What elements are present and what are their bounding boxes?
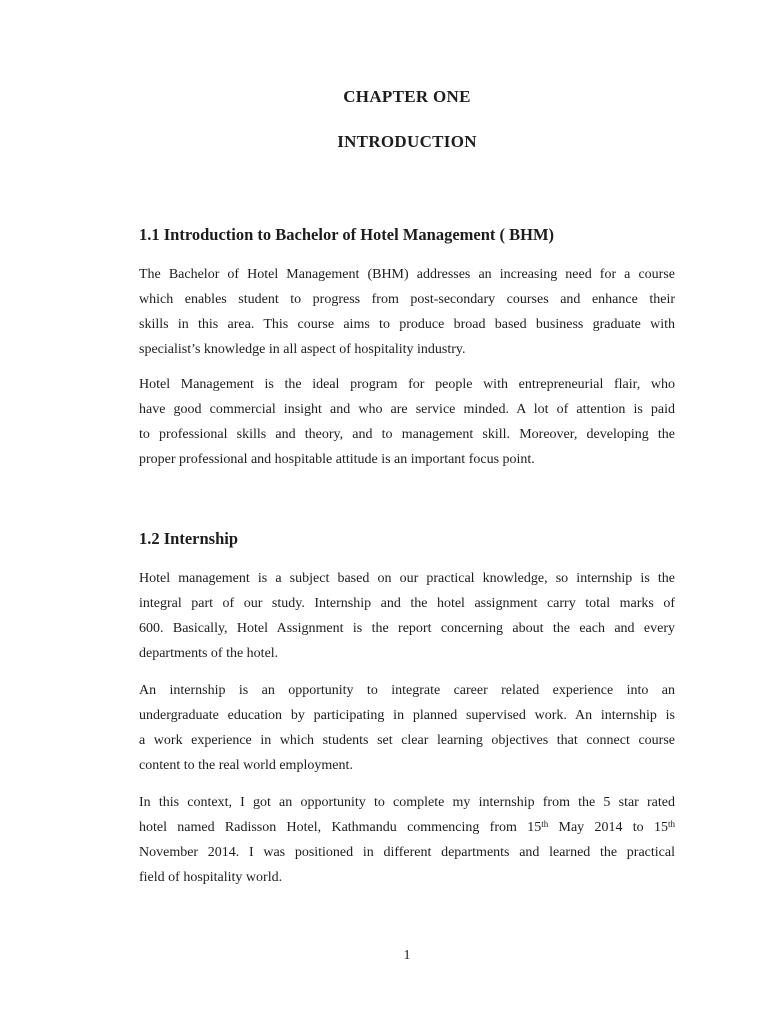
- paragraph-line: An internship is an opportunity to integrate career related experience into an: [139, 683, 675, 698]
- paragraph-line: hotel named Radisson Hotel, Kathmandu commencing from 15th May 2014 to 15th: [139, 819, 675, 835]
- paragraph-radisson-context: [139, 790, 675, 890]
- paragraph-internship-subject: [139, 566, 675, 666]
- chapter-subtitle: INTRODUCTION: [337, 132, 477, 151]
- paragraph-line: field of hospitality world.: [139, 870, 283, 885]
- paragraph-line: integral part of our study. Internship and the hotel assignment carry total marks of: [139, 596, 675, 611]
- section-heading-1-2: 1.2 Internship: [139, 529, 239, 548]
- chapter-title: CHAPTER ONE: [343, 87, 471, 106]
- paragraph-line: a work experience in which students set clear learning objectives that connect course: [139, 733, 675, 748]
- page-number: 1: [403, 948, 411, 963]
- paragraph-line: undergraduate education by participating in planned supervised work. An internship is: [139, 708, 675, 723]
- paragraph-hotel-management-program: [139, 372, 675, 472]
- paragraph-line: have good commercial insight and who are service minded. A lot of attention is paid: [139, 402, 675, 417]
- paragraph-line: departments of the hotel.: [139, 646, 279, 661]
- paragraph-line: In this context, I got an opportunity to complete my internship from the 5 star rated: [139, 795, 675, 810]
- paragraph-bhm-course: [139, 262, 675, 362]
- paragraph-internship-opportunity: [139, 678, 675, 778]
- paragraph-line: November 2014. I was positioned in different departments and learned the practical: [139, 845, 675, 860]
- paragraph-line: Hotel Management is the ideal program for people with entrepreneurial flair, who: [139, 377, 675, 392]
- paragraph-line: which enables student to progress from post-secondary courses and enhance their: [139, 292, 675, 307]
- paragraph-line: content to the real world employment.: [139, 758, 353, 773]
- section-heading-1-1: 1.1 Introduction to Bachelor of Hotel Management ( BHM): [139, 225, 555, 244]
- paragraph-line: Hotel management is a subject based on our practical knowledge, so internship is the: [139, 571, 675, 586]
- paragraph-line: proper professional and hospitable attitude is an important focus point.: [139, 452, 535, 467]
- paragraph-line: specialist’s knowledge in all aspect of hospitality industry.: [139, 342, 466, 357]
- paragraph-line: skills in this area. This course aims to produce broad based business graduate with: [139, 317, 675, 332]
- paragraph-line: 600. Basically, Hotel Assignment is the report concerning about the each and every: [139, 621, 675, 636]
- paragraph-line: The Bachelor of Hotel Management (BHM) addresses an increasing need for a course: [139, 267, 675, 282]
- paragraph-line: to professional skills and theory, and to management skill. Moreover, developing the: [139, 427, 675, 442]
